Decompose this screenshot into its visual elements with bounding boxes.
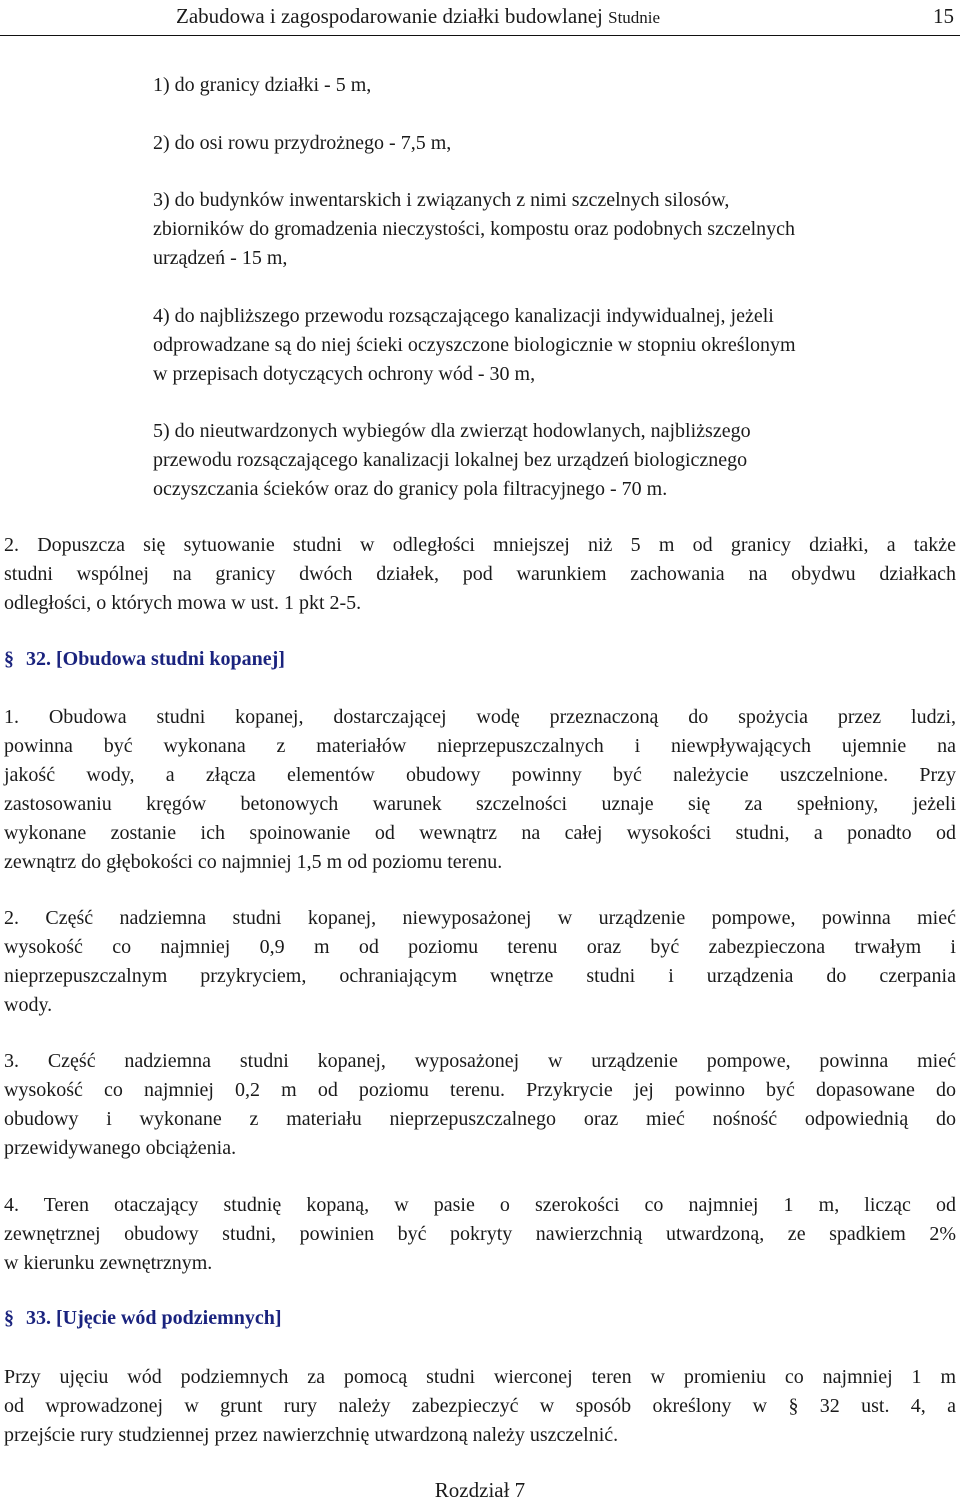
paragraph-line: wysokość co najmniej 0,2 m od poziomu terenu. Przykrycie jej powinno być dopasowane do — [4, 1079, 956, 1101]
header-title — [176, 4, 660, 29]
paragraph-line: w kierunku zewnętrznym. — [4, 1252, 213, 1274]
paragraph-line: obudowy i wykonane z materiału nieprzepuszczalnego oraz mieć nośność odpowiednią do — [4, 1108, 956, 1130]
list-line: oczyszczania ścieków oraz do granicy pola filtracyjnego - 70 m. — [153, 478, 668, 500]
list-item-3 — [153, 186, 953, 273]
paragraph-line: studni wspólnej na granicy dwóch działek, pod warunkiem zachowania na obydwu działkach — [4, 563, 956, 585]
list-item-5 — [153, 417, 953, 504]
paragraph-line: wody. — [4, 994, 53, 1016]
list-line: 2) do osi rowu przydrożnego - 7,5 m, — [153, 132, 452, 154]
paragraph-line: przewidywanego obciążenia. — [4, 1137, 237, 1159]
paragraph-line: od wprowadzonej w grunt rury należy zabezpieczyć w sposób określony w § 32 ust. 4, a — [4, 1395, 956, 1417]
list-line: zbiorników do gromadzenia nieczystości, kompostu oraz podobnych szczelnych — [153, 218, 796, 240]
list-item-2 — [153, 129, 953, 158]
list-line: przewodu rozsączającego kanalizacji lokalnej bez urządzeń biologicznego — [153, 449, 748, 471]
page-header — [0, 0, 960, 36]
s33-paragraph — [4, 1363, 956, 1450]
section-33-heading — [4, 1307, 282, 1330]
list-line: 5) do nieutwardzonych wybiegów dla zwierząt hodowlanych, najbliższego — [153, 420, 751, 442]
header-title-small: Studnie — [608, 8, 661, 27]
paragraph-line: 1. Obudowa studni kopanej, dostarczającej wodę przeznaczoną do spożycia przez ludzi, — [4, 706, 956, 728]
section-symbol: § — [4, 1307, 14, 1329]
s32-paragraph-2 — [4, 904, 956, 1020]
list-line: 1) do granicy działki - 5 m, — [153, 74, 372, 96]
paragraph-line: zewnętrznej obudowy studni, powinien być pokryty nawierzchnią utwardzoną, ze spadkiem 2% — [4, 1223, 956, 1245]
list-line: 3) do budynków inwentarskich i związanych z nimi szczelnych silosów, — [153, 189, 730, 211]
list-item-1 — [153, 71, 953, 100]
chapter-heading: Rozdział 7 — [434, 1478, 526, 1502]
s32-paragraph-3 — [4, 1047, 956, 1163]
paragraph-line: 3. Część nadziemna studni kopanej, wyposażonej w urządzenie pompowe, powinna mieć — [4, 1050, 956, 1072]
paragraph-line: 4. Teren otaczający studnię kopaną, w pasie o szerokości co najmniej 1 m, licząc od — [4, 1194, 956, 1216]
s32-paragraph-1 — [4, 703, 956, 877]
page-number: 15 — [933, 4, 954, 28]
section-title: 33. [Ujęcie wód podziemnych] — [26, 1307, 282, 1329]
paragraph-line: wysokość co najmniej 0,9 m od poziomu terenu oraz być zabezpieczona trwałym i — [4, 936, 956, 958]
paragraph-line: zastosowaniu kręgów betonowych warunek szczelności uznaje się za spełniony, jeżeli — [4, 793, 956, 815]
paragraph-line: odległości, o których mowa w ust. 1 pkt 2-5. — [4, 592, 362, 614]
list-item-4 — [153, 302, 953, 389]
paragraph-line: jakość wody, a złącza elementów obudowy powinny być należycie uszczelnione. Przy — [4, 764, 956, 786]
paragraph-line: zewnątrz do głębokości co najmniej 1,5 m od poziomu terenu. — [4, 851, 503, 873]
list-line: w przepisach dotyczących ochrony wód - 30 m, — [153, 363, 536, 385]
paragraph-line: wykonane zostanie ich spoinowanie od wewnątrz na całej wysokości studni, a ponadto od — [4, 822, 956, 844]
paragraph-line: przejście rury studziennej przez nawierzchnię utwardzoną należy uszczelnić. — [4, 1424, 619, 1446]
header-title-main: Zabudowa i zagospodarowanie działki budowlanej — [176, 4, 603, 28]
section-32-heading — [4, 648, 285, 671]
paragraph-2 — [4, 531, 956, 618]
list-line: 4) do najbliższego przewodu rozsączającego kanalizacji indywidualnej, jeżeli — [153, 305, 774, 327]
section-title: 32. [Obudowa studni kopanej] — [26, 648, 285, 670]
s32-paragraph-4 — [4, 1191, 956, 1278]
list-line: odprowadzane są do niej ścieki oczyszczone biologicznie w stopniu określonym — [153, 334, 796, 356]
paragraph-line: powinna być wykonana z materiałów nieprzepuszczalnych i niewpływających ujemnie na — [4, 735, 956, 757]
paragraph-line: Przy ujęciu wód podziemnych za pomocą studni wierconej teren w promieniu co najmniej 1 m — [4, 1366, 956, 1388]
paragraph-line: nieprzepuszczalnym przykryciem, ochraniającym wnętrze studni i urządzenia do czerpania — [4, 965, 956, 987]
paragraph-line: 2. Część nadziemna studni kopanej, niewyposażonej w urządzenie pompowe, powinna mieć — [4, 907, 956, 929]
paragraph-line: 2. Dopuszcza się sytuowanie studni w odległości mniejszej niż 5 m od granicy działki, a także — [4, 534, 956, 556]
section-symbol: § — [4, 648, 14, 670]
list-line: urządzeń - 15 m, — [153, 247, 288, 269]
